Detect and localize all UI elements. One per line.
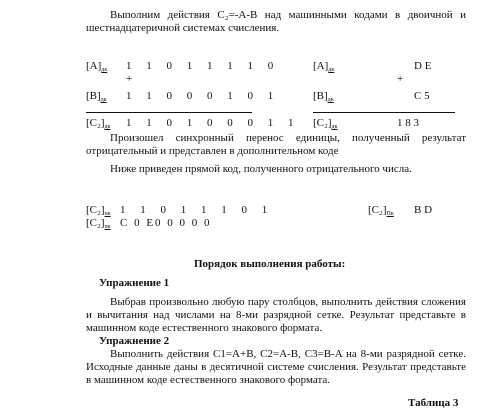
hex-plus-sign: + [397, 73, 404, 85]
binary-a-bits: 1 1 0 1 1 1 1 0 [126, 60, 280, 72]
table-caption: Таблица 3 [408, 397, 459, 409]
hex-a-value: D E [414, 60, 432, 72]
exercise-1-text: Выбрав произвольно любую пару столбцов, выполнить действия сложения и вычитания над числами на 8-ми разрядной сетке. Результат представьте в машинном коде естественного знакового формата. [86, 296, 466, 335]
hex-b-label: $[B]_{дк}$ [313, 90, 334, 103]
direct-row2-label: $[C_2]_{пк}$ [86, 217, 111, 230]
hex-c-value: 1 8 3 [397, 117, 419, 129]
hex-a-label: $[A]_{дк}$ [313, 60, 335, 73]
procedure-title: Порядок выполнения работы: [194, 258, 346, 270]
direct-hex-value: B D [414, 204, 433, 216]
binary-plus-sign: + [126, 73, 133, 85]
hex-c-label: $[C_2]_{дк}$ [313, 117, 338, 130]
intro-paragraph: Выполним действия C₂=-A-B над машинными кодами в двоичной и шестнадцатеричной системах счисления. [86, 9, 466, 35]
exercise-2-title: Упражнение 2 [99, 335, 170, 347]
direct-row2-values: C 0 E0 0 0 0 0 [120, 217, 212, 229]
exercise-1-title: Упражнение 1 [99, 277, 170, 289]
binary-a-label: $[A]_{дк}$ [86, 60, 108, 73]
hex-sum-rule [313, 112, 455, 113]
carry-note-paragraph: Произошел синхронный перенос единицы, полученный результат отрицательный и представлен в дополнительном коде [86, 132, 466, 158]
binary-b-bits: 1 1 0 0 0 1 0 1 [126, 90, 280, 102]
direct-hex-label: $[C_2]_{Пк}$ [368, 204, 394, 217]
exercise-2-text: Выполнить действия C1=A+B, C2=A-B, C3=B-A на 8-ми разрядной сетке. Исходные данные даны в десятичной системе счисления. Результат представьте в машинном коде естественного знакового формата. [86, 348, 466, 387]
binary-sum-rule [86, 112, 252, 113]
hex-b-value: C 5 [414, 90, 430, 102]
direct-row1-label: $[C_2]_{пк}$ [86, 204, 111, 217]
binary-c-bits: 1 1 0 1 0 0 0 1 1 [126, 117, 300, 129]
binary-c-label: $[C_2]_{дк}$ [86, 117, 111, 130]
direct-row1-bits: 1 1 0 1 1 1 0 1 [120, 204, 274, 216]
direct-code-note: Ниже приведен прямой код, полученного отрицательного числа. [110, 163, 412, 175]
binary-b-label: $[B]_{дк}$ [86, 90, 107, 103]
